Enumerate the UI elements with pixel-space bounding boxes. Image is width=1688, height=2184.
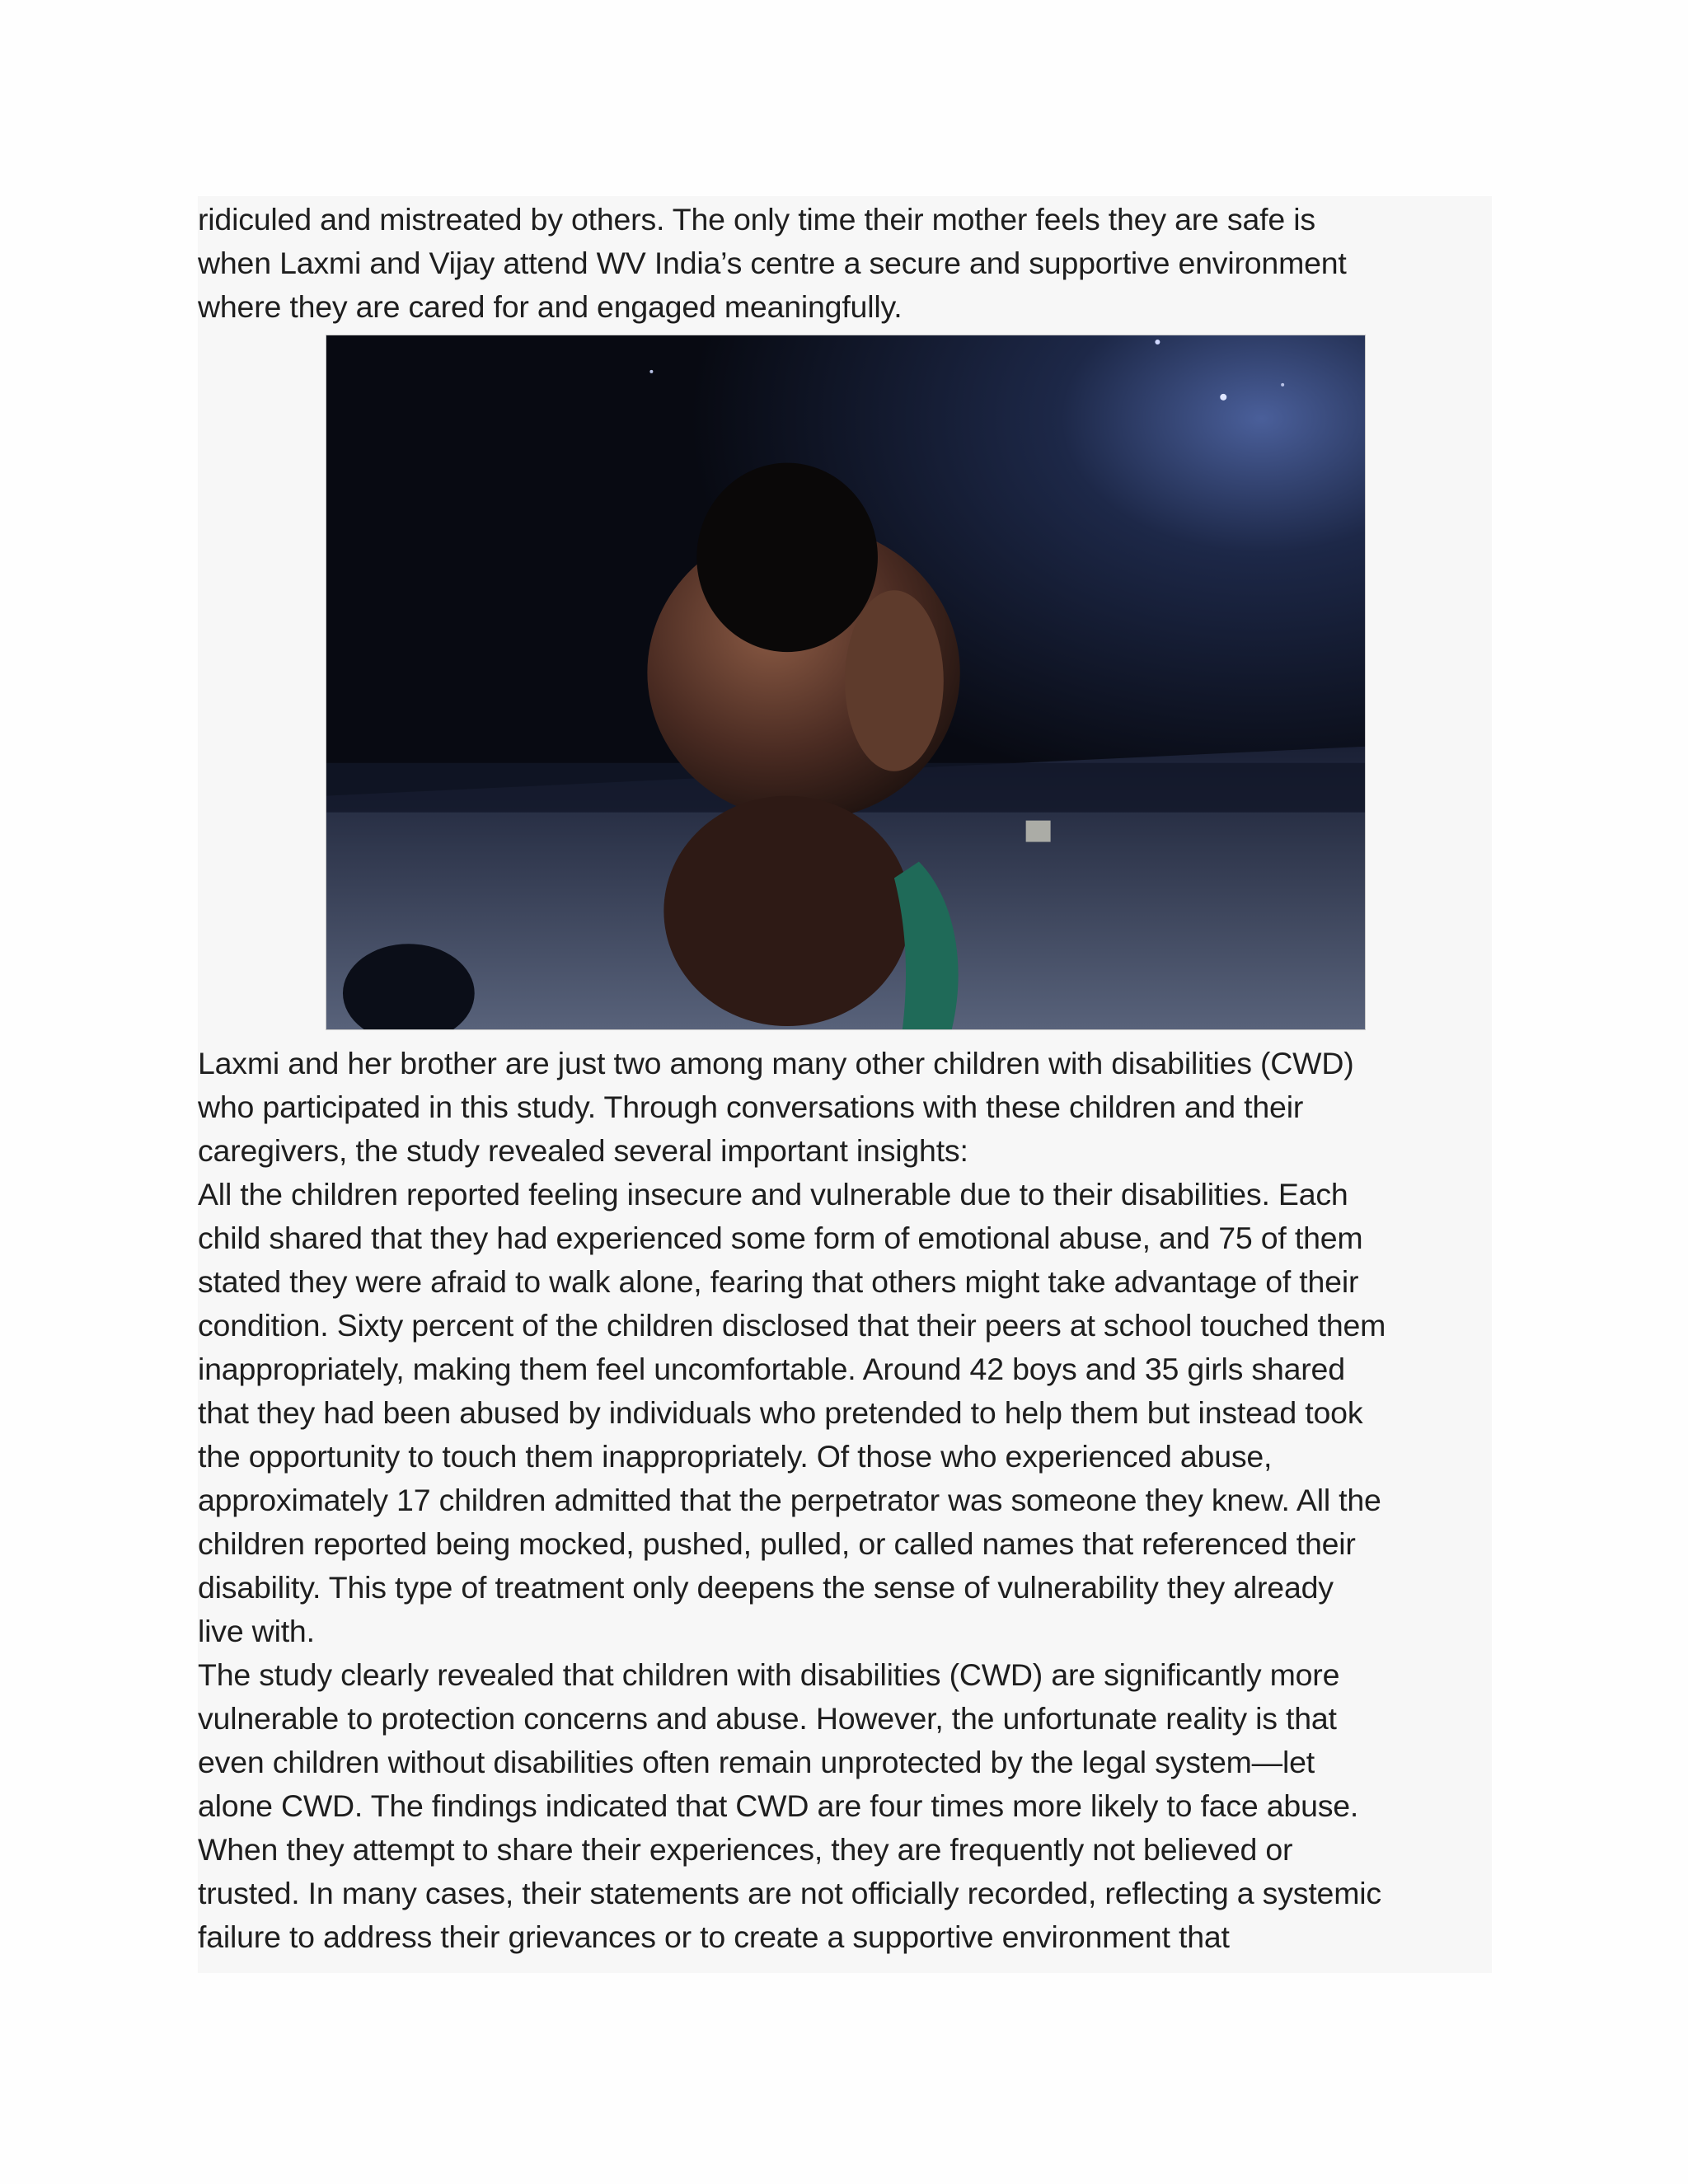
paragraph-children: Laxmi and her brother are just two among many other children with disabilities (CWD) who participated in this study. Through conversations with these children and their caregivers, the study revealed several important insights: bbox=[198, 1046, 1354, 1168]
document-body bbox=[198, 196, 1492, 1973]
paragraph-insights: All the children reported feeling insecure and vulnerable due to their disabilities. Each child shared that they had experienced some form of emotional abuse, and 75 of them stated they were afraid to walk alone, fearing that others might take advantage of their condition. Sixty percent of the children disclosed that their peers at school touched them inappropriately, making them feel uncomfortable. Around 42 boys and 35 girls shared that they had been abused by individuals who pretended to help them but instead took the opportunity to touch them inappropriately. Of those who experienced abuse, approximately 17 children admitted that the perpetrator was someone they knew. All the children reported being mocked, pushed, pulled, or called names that referenced their disability. This type of treatment only deepens the sense of vulnerability they already live with. bbox=[198, 1177, 1386, 1648]
child-photo bbox=[326, 335, 1366, 1030]
paragraph-conclusion: The study clearly revealed that children with disabilities (CWD) are significantly more vulnerable to protection concerns and abuse. However, the unfortunate reality is that even children without disabilities often remain unprotected by the legal system—let alone CWD. The findings indicated that CWD are four times more likely to face abuse. When they attempt to share their experiences, they are frequently not believed or trusted. In many cases, their statements are not officially recorded, reflecting a systemic failure to address their grievances or to create a supportive environment that bbox=[198, 1657, 1381, 1954]
paragraph-intro: ridiculed and mistreated by others. The only time their mother feels they are safe is when Laxmi and Vijay attend WV India’s centre a secure and supportive environment where they are cared for and engaged meaningfully. bbox=[198, 202, 1347, 324]
child-photo-illustration bbox=[326, 335, 1365, 1029]
